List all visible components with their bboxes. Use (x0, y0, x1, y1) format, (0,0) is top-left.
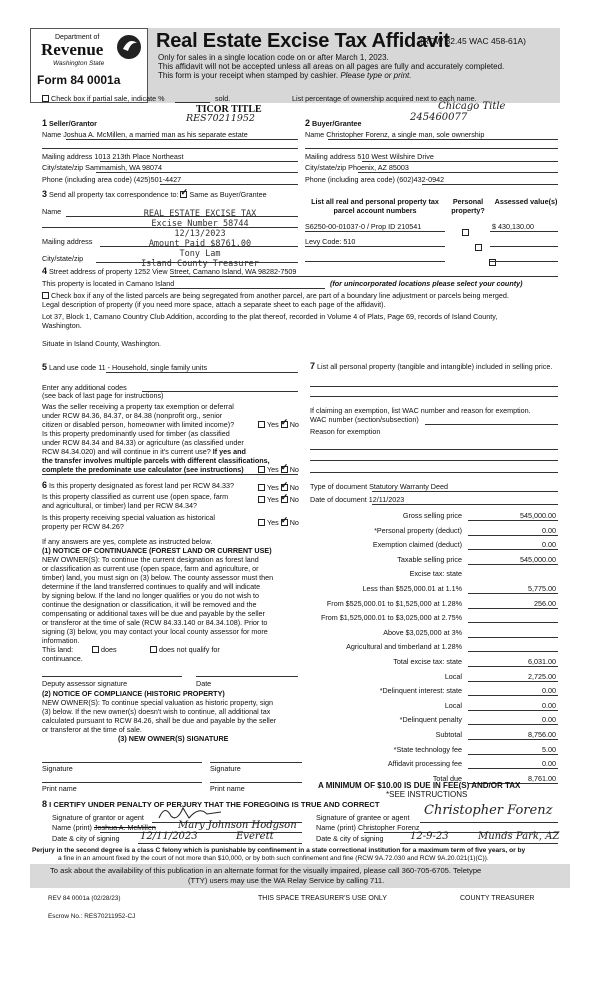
tax-row-label: Less than $525,000.01 at 1.1% (362, 584, 462, 593)
personal-checkbox-1[interactable] (462, 229, 469, 236)
seller-heading: Seller/Grantor (49, 119, 97, 128)
buyer-city: Phoenix, AZ 85003 (348, 163, 409, 172)
additional-codes-label2: (see back of last page for instructions) (42, 391, 164, 400)
tax-row-underline (468, 651, 558, 652)
tax-row-value: 545,000.00 (520, 511, 556, 520)
grantee-date-city-label: Date & city of signing (316, 834, 384, 843)
legal-line2: Washington. (42, 321, 82, 330)
yes-label: Yes (267, 518, 279, 527)
tax-row-value: 8,761.00 (528, 773, 556, 783)
q-current-use-no-checkbox[interactable] (281, 496, 288, 503)
dept-logo-box (30, 28, 148, 103)
seller-phone-label: Phone (including area code) (42, 175, 132, 184)
treasurer-receipt-stamp (110, 209, 290, 269)
doc-type-label: Type of document (310, 482, 368, 491)
form-number: Form 84 0001a (37, 73, 121, 87)
tax-row-underline (468, 637, 558, 638)
buyer-heading: Buyer/Grantee (312, 119, 362, 128)
situate-line: Situate in Island County, Washington. (42, 339, 162, 348)
exemption-label3: Reason for exemption (310, 427, 381, 436)
tax-row-underline (468, 564, 558, 565)
parcel-number: S6250-00-01037-0 / Prop ID 210541 (305, 222, 422, 231)
q-forest-yes-checkbox[interactable] (258, 484, 265, 491)
no-label: No (289, 518, 299, 527)
q-timber-no-checkbox[interactable] (281, 466, 288, 473)
sold-label: sold. (215, 94, 231, 103)
notice2-line: (3) below. If the new owner(s) doesn't wish to continue, all additional tax (42, 707, 271, 716)
wa-dor-logo-icon (115, 33, 143, 61)
sec4-street-label: Street address of property (49, 267, 133, 276)
q-forest-no-checkbox[interactable] (281, 484, 288, 491)
exemption-label2: WAC number (section/subsection) (310, 415, 419, 424)
notice2-line: NEW OWNER(S): To continue special valuation as historic property, sign (42, 698, 274, 707)
seller-mailing: 1013 213th Place Northeast (94, 152, 184, 161)
minimum-due-line1: A MINIMUM OF $10.00 IS DUE IN FEE(S) AND/OR TAX (318, 781, 521, 790)
seller-city-label: City/state/zip (42, 163, 84, 172)
seller-phone: (425)501-4427 (133, 175, 182, 184)
notice1-line: information. (42, 636, 80, 645)
grantee-name-label: Name (print) (316, 823, 356, 832)
sec7-label: List all personal property (tangible and intangible) included in selling price. (317, 362, 553, 371)
tax-row-label: *Delinquent penalty (399, 715, 462, 725)
grantor-city-handwritten: Everett (236, 831, 274, 842)
notice-line3: This form is your receipt when stamped by cashier. (158, 71, 339, 80)
county-treasurer-label: COUNTY TREASURER (460, 895, 535, 902)
legal-line1: Lot 37, Block 1, Camano Country Club Addition, according to the plat thereof, recorded in Volume 4 of Plats, Page 69, records of Island County, (42, 312, 498, 321)
tax-row-label: Taxable selling price (397, 554, 462, 564)
tax-row-underline (468, 622, 558, 623)
located-value: Camano Island (125, 279, 175, 288)
property-address: 1252 View Street, Camano Island, WA 98282-7509 (134, 267, 297, 276)
grantor-name-label: Name (print) (52, 823, 92, 832)
sec3-name-label: Name (42, 207, 62, 216)
form-statute: (RCW 82.45 WAC 458-61A) (420, 36, 526, 46)
tax-row-value: 6,031.00 (528, 657, 556, 666)
tax-row-underline (468, 710, 558, 711)
doc-date: 12/11/2023 (368, 495, 405, 504)
tax-row-value: 0.00 (542, 715, 556, 725)
notice-line2: This affidavit will not be accepted unless all areas on all pages are fully and accurately completed. (158, 62, 505, 71)
tax-row-value: 0.00 (542, 700, 556, 710)
q-historic-no-checkbox[interactable] (281, 519, 288, 526)
no-label: No (289, 495, 299, 504)
receipt-line5: Tony Lam (179, 249, 221, 259)
seller-name: Joshua A. McMillen, a married man as his separate estate (63, 130, 248, 139)
seller-city: Sammamish, WA 98074 (85, 163, 162, 172)
tax-row-label: Agricultural and timberland at 1.28% (346, 642, 462, 652)
owner-print-label-1: Print name (42, 784, 77, 793)
tax-row-value: 8,756.00 (528, 730, 556, 739)
notice1-line: NEW OWNER(S): To continue the current designation as forest land (42, 555, 259, 564)
q-timber-d: the transfer involves multiple parcels with different classifications, (42, 456, 270, 465)
receipt-line2: Excise Number 58744 (151, 219, 249, 229)
receipt-line6: Island County Treasurer (141, 259, 259, 269)
q-timber-c-bold: If yes and (212, 447, 246, 456)
grantee-signature-handwritten: Christopher Forenz (424, 803, 553, 818)
notice1-line: timber) land, you must sign on (3) below. The county assessor must then (42, 573, 274, 582)
land-use-label: Land use code (49, 363, 97, 372)
buyer-mailing: 510 West Wilshire Drive (357, 152, 434, 161)
q-current-use-b: and agricultural, or timber) land per RCW 84.34? (42, 501, 198, 510)
sec3-label: Send all property tax correspondence to: (49, 190, 179, 199)
notice1-line: or classification as current use (open space, farm and agriculture, or (42, 564, 259, 573)
yes-label: Yes (267, 465, 279, 474)
q-historic-b: property per RCW 84.26? (42, 522, 124, 531)
buyer-phone-label: Phone (including area code) (305, 175, 395, 184)
personal-header: Personal property? (451, 197, 485, 215)
alt-format-line2: (TTY) users may use the WA Relay Service by calling 711. (188, 876, 385, 885)
q-timber-yes-checkbox[interactable] (258, 466, 265, 473)
grantor-signature-label: Signature of grantor or agent (52, 813, 144, 822)
new-owner-signature-title: (3) NEW OWNER(S) SIGNATURE (118, 734, 229, 743)
grantor-name-struck: Joshua A. McMillen (93, 823, 156, 832)
grantor-name-handwritten: Mary Johnson Hodgson (178, 820, 297, 831)
q-historic-a: Is this property receiving special valuation as historical (42, 513, 215, 522)
no-label: No (289, 420, 299, 429)
q-timber-a: Is this property predominantly used for timber (as classified (42, 429, 230, 438)
tax-row-value: 0.00 (542, 686, 556, 696)
doc-type: Statutory Warranty Deed (369, 482, 448, 491)
perjury-line1: Perjury in the second degree is a class C felony which is punishable by confinement in a state correctional institution for a maximum term of five years, or by (32, 847, 526, 854)
tax-row-value: 0.00 (542, 540, 556, 550)
notice1-line: by signing below. If the land no longer qualifies or you do not wish to (42, 591, 259, 600)
q-exemption-b: under RCW 84.36, 84.37, or 84.38 (nonprofit org., senior (42, 411, 223, 420)
tax-row-underline (468, 608, 558, 609)
notice2-line: calculated pursuant to RCW 84.26, shall be due and payable by the seller (42, 716, 277, 725)
tax-row-label: Excise tax: state (409, 569, 462, 579)
tax-row-underline (468, 535, 558, 536)
ticor-stamp: TICOR TITLE (196, 104, 262, 115)
q-historic-yes-checkbox[interactable] (258, 519, 265, 526)
form-title: Real Estate Excise Tax Affidavit (156, 30, 450, 52)
grantor-date-handwritten: 12/11/2023 (140, 831, 198, 842)
does-label: does (101, 645, 117, 654)
legal-label: Legal description of property (if you need more space, attach a separate sheet to each page of the affidavit). (42, 300, 386, 309)
tax-row-value: 256.00 (534, 598, 556, 608)
personal-checkbox-2[interactable] (475, 244, 482, 251)
dept-line1: Department of (55, 34, 100, 41)
segregated-label: Check box if any of the listed parcels are being segregated from another parcel, are part of a boundary line adjustment or parcels being merged. (51, 291, 509, 300)
exemption-label1: If claiming an exemption, list WAC number and reason for exemption. (310, 406, 531, 415)
notice-line1: Only for sales in a single location code on or after March 1, 2023. (158, 53, 389, 62)
certify-title: I CERTIFY UNDER PENALTY OF PERJURY THAT THE FOREGOING IS TRUE AND CORRECT (49, 800, 380, 809)
tax-row-underline (468, 768, 558, 769)
tax-row-underline (468, 666, 558, 667)
additional-codes-label1: Enter any additional codes (42, 383, 127, 392)
notice1-line: continue the designation or classification, it will be removed and the (42, 600, 257, 609)
q-forest: Is this property designated as forest land per RCW 84.33? (49, 481, 234, 490)
notice2-title: (2) NOTICE OF COMPLIANCE (HISTORIC PROPERTY) (42, 689, 225, 698)
if-yes-note: If any answers are yes, complete as instructed below. (42, 537, 213, 546)
ticor-stamp-number: RES70211952 (186, 113, 255, 124)
grantee-city-handwritten: Munds Park, AZ (478, 831, 560, 842)
tax-row-label: *State technology fee (393, 744, 462, 754)
owner-signature-label-2: Signature (210, 764, 241, 773)
deputy-signature-label: Deputy assessor signature (42, 679, 128, 688)
tax-row-label: Total due (432, 773, 462, 783)
tax-row-label: Local (444, 700, 462, 710)
escrow-number: Escrow No.: RES70211952-CJ (48, 913, 136, 920)
notice1-line: or transferor at the time of sale (RCW 84.33.140 or 84.34.108). Prior to (42, 618, 268, 627)
tax-row-value: 545,000.00 (520, 554, 556, 564)
does-not-qualify-checkbox[interactable] (150, 646, 157, 653)
tax-row-value: 0.00 (542, 759, 556, 769)
buyer-name-label: Name (305, 130, 325, 139)
tax-row-label: Above $3,025,000 at 3% (383, 627, 462, 637)
treasurer-use-only: THIS SPACE TREASURER'S USE ONLY (258, 895, 387, 902)
assessed-header: Assessed value(s) (494, 197, 558, 206)
continuance-label: continuance. (42, 654, 83, 663)
grantee-signature-label: Signature of grantee or agent (316, 813, 410, 822)
q-exemption-c: citizen or disabled person, homeowner with limited income)? (42, 420, 235, 429)
owner-signature-label-1: Signature (42, 764, 73, 773)
buyer-city-label: City/state/zip (305, 163, 347, 172)
same-as-buyer-label: Same as Buyer/Grantee (189, 190, 267, 199)
tax-row-underline (468, 681, 558, 682)
notice1-title: (1) NOTICE OF CONTINUANCE (FOREST LAND OR CURRENT USE) (42, 546, 272, 555)
seller-name-label: Name (42, 130, 62, 139)
this-land-label: This land: (42, 645, 74, 654)
receipt-line4: Amount Paid $8761.00 (148, 239, 252, 249)
partial-sale-checkbox[interactable] (42, 95, 49, 102)
parcel-header: List all real and personal property tax parcel account numbers (311, 197, 439, 215)
grantor-date-city-label: Date & city of signing (52, 834, 120, 843)
yes-label: Yes (267, 495, 279, 504)
receipt-line3: 12/13/2023 (174, 229, 226, 239)
tax-row-label: Subtotal (435, 730, 462, 739)
grantor-signature-scribble (155, 802, 225, 822)
tax-row-label: *Delinquent interest: state (379, 686, 462, 696)
buyer-handwritten-2: 245460077 (410, 112, 468, 123)
dept-line2: Revenue (41, 40, 104, 59)
segregated-checkbox[interactable] (42, 292, 49, 299)
q-current-use-yes-checkbox[interactable] (258, 496, 265, 503)
no-label: No (289, 483, 299, 492)
notice1-line: signing (3) below, you may contact your local county assessor for more (42, 627, 268, 636)
tax-row-value: 5,775.00 (528, 584, 556, 593)
notice-line3b: Please type or print. (340, 71, 412, 80)
minimum-due-line2: *SEE INSTRUCTIONS (386, 790, 468, 799)
q-exemption-yes-checkbox[interactable] (258, 421, 265, 428)
buyer-phone: (602)432-0942 (396, 175, 445, 184)
q-current-use-a: Is this property classified as current use (open space, farm (42, 492, 229, 501)
sec3-mailing-label: Mailing address (42, 237, 93, 246)
dept-line3: Washington State (53, 60, 105, 67)
tax-row-label: Local (444, 671, 462, 681)
revision-number: REV 84 0001a (02/28/23) (48, 895, 121, 902)
partial-sale-label: Check box if partial sale, indicate % (51, 94, 165, 103)
buyer-handwritten-1: Chicago Title (438, 101, 506, 112)
notice1-line: determine if the land transferred continues to qualify and will indicate (42, 582, 261, 591)
tax-row-value: 0.00 (542, 525, 556, 535)
grantee-date-handwritten: 12-9-23 (410, 831, 449, 842)
tax-row-label: Total excise tax: state (393, 657, 462, 666)
tax-row-underline (468, 754, 558, 755)
does-not-label: does not qualify for (159, 645, 220, 654)
q-exemption-a: Was the seller receiving a property tax exemption or deferral (42, 402, 234, 411)
land-use-code: 11 - Household, single family units (98, 363, 208, 372)
receipt-line1: REAL ESTATE EXCISE TAX (143, 209, 257, 219)
doc-date-label: Date of document (310, 495, 367, 504)
notice1-line: compensating or additional taxes will be due and payable by the seller (42, 609, 265, 618)
located-label: This property is located in (42, 279, 124, 288)
yes-label: Yes (267, 420, 279, 429)
unincorporated-note: (for unincorporated locations please select your county) (330, 279, 523, 288)
tax-row-label: Gross selling price (402, 511, 462, 520)
tax-row-label: From $525,000.01 to $1,525,000 at 1.28% (326, 598, 462, 608)
tax-row-underline (468, 724, 558, 725)
tax-row-label: From $1,525,000.01 to $3,025,000 at 2.75% (320, 613, 462, 623)
tax-row-underline (468, 593, 558, 594)
tax-row-underline (468, 549, 558, 550)
levy-code: Levy Code: 510 (305, 237, 356, 246)
tax-row-value: 2,725.00 (528, 671, 556, 681)
sec3-city-label: City/state/zip (42, 254, 84, 263)
deputy-date-label: Date (196, 679, 212, 688)
q-exemption-no-checkbox[interactable] (281, 421, 288, 428)
buyer-mailing-label: Mailing address (305, 152, 356, 161)
tax-row-label: *Personal property (deduct) (374, 525, 462, 535)
tax-row-underline (468, 739, 558, 740)
yes-label: Yes (267, 483, 279, 492)
perjury-line2: a fine in an amount fixed by the court of not more than $10,000, or by both such confinement and fine (RCW 9A.72.030 and RCW 9A.20.021(1)(C)). (58, 855, 489, 862)
tax-row-label: Affidavit processing fee (387, 759, 462, 769)
q-timber-c: RCW 84.34.020) and will continue in it's current use? (42, 447, 211, 456)
notice2-line: or transferor at the time of sale. (42, 725, 142, 734)
tax-row-value: 5.00 (542, 744, 556, 754)
affidavit-page: Department of Revenue Washington State Form 84 0001a Real Estate Excise Tax Affidavit (RCW 82.45 WAC 458-61A) Only for sales in a single location code on or after March 1, 2023. This affidavit will not be accepted unless all areas on all pages are fully and accurately completed. This form is your receipt when stamped by cashier. Please type or print. Check box if partial sale, indicate % sold. List percentage of ownership acquired next to each name. TICOR TITLE RES70211952 Chicago Title 245460077 1 Seller/Grantor Name Joshua A. McMillen, a married man as his separate estate Mailing address 1013 213th Place Northeast City/state/zip Sammamish, WA 98074 Phone (including area code) (425)501-4427 2 Buyer/Grantee Name Christopher Forenz, a single man, sole ownership Mailing address 510 West Wilshire Drive City/state/zip Phoenix, AZ 85003 Phone (including area code) (602)432-0942 3 Send all property tax correspondence to: ✓ Same as Buyer/Grantee Name Mailing address City/state/zip REAL ESTATE EXCISE TAX Excise Number 58744 12/13/2023 Amount Paid $8761.00 Tony Lam Island County Treasurer List all real and personal property tax parcel account numbers Personal property? Assessed value(s) S6250-00-01037-0 / Prop ID 210541 $ 430,130.00 Levy Code: 510 4 Street address of property 1252 View Street, Camano Island, WA 98282-7509 This property is located in Camano Island (for unincorporated locations please select your county) Check box if any of the listed parcels are being segregated from another parcel, are part of a boundary line adjustment or parcels being merged. Legal description of property (if you need more space, attach a separate sheet to each page of the affidavit). Lot 37, Block 1, Camano Country Club Addition, according to the plat thereof, recorded in Volume 4 of Plats, Page 69, records of Island County, Washington. Situate in Island County, Washington. 5 Land use code 11 - Household, single family units Enter any additional codes (see back of last page for instructions) Was the seller receiving a property tax exemption or deferral under RCW 84.36, 84.37, or 84.38 (nonprofit org., senior citizen or disabled person, homeowner with limited income)? Yes ✓ No Is this property predominantly used for timber (as classified under RCW 84.34 and 84.33) or agriculture (as classified under RCW 84.34.020) and will continue in it's current use? If yes and the transfer involves multiple parcels with different classifications, complete the predominate use calculator (see instructions) Yes ✓ No 6 Is this property designated as forest land per RCW 84.33? Yes ✓ No Is this property classified as current use (open space, farm and agricultural, or timber) land per RCW 84.34? Yes ✓ No Is this property receiving special valuation as historical property per RCW 84.26? Yes ✓ No If any answers are yes, complete as instructed below. (1) NOTICE OF CONTINUANCE (FOREST LAND OR CURRENT USE) NEW OWNER(S): To continue the current designation as forest land or classification as current use (open space, farm and agriculture, or timber) land, you must sign on (3) below. The county assessor must then determine if the land transferred continues to qualify and will indicate by signing below. If the land no longer qualifies or you do not wish to continue the designation or classification, it will be removed and the compensating or additional taxes will be due and payable by the seller or transferor at the time of sale (RCW 84.33.140 or 84.34.108). Prior to signing (3) below, you may contact your local county assessor for more information. This land: does does not qualify for continuance. Deputy assessor signature Date (2) NOTICE OF COMPLIANCE (HISTORIC PROPERTY) NEW OWNER(S): To continue special valuation as historic property, sign (3) below. If the new owner(s) doesn't wish to continue, all additional tax calculated pursuant to RCW 84.26, shall be due and payable by the seller or transferor at the time of sale. (3) NEW OWNER(S) SIGNATURE Signature Signature Print name Print name 7 List all personal property (tangible and intangible) included in selling price. If claiming an exemption, list WAC number and reason for exemption. WAC number (section/subsection) Reason for exemption Type of document Statutory Warranty Deed Date of document 12/11/2023 Gross selling price 545,000.00 *Personal property (deduct) 0.00 Exemption claimed (deduct) 0.00 Taxable selling price 545,000.00 Excise tax: state Less than $525,000.01 at 1.1% 5,775.00 From $525,000.01 to $1,525,000 at 1.28% 256.00 From $1,525,000.01 to $3,025,000 at 2.75% Above $3,025,000 at 3% Agricultural and timberland at 1.28% Total excise tax: state 6,031.00 Local 2,725.00 *Delinquent interest: state 0.00 Local 0.00 *Delinquent penalty 0.00 Subtotal 8,756.00 *State technology fee 5.00 Affidavit processing fee 0.00 Total due 8,761.00 A MINIMUM OF $10.00 IS DUE IN FEE(S) AND/OR TAX *SEE INSTRUCTIONS 8 I CERTIFY UNDER PENALTY OF PERJURY THAT THE FOREGOING IS TRUE AND CORRECT Signature of grantor or agent Name (print) Joshua A. McMillen Mary Johnson Hodgson Date & city of signing 12/11/2023 Everett Signature of grantee or agent Christopher Forenz Name (print) Christopher Forenz Date & city of signing 12-9-23 Munds Park, AZ Perjury in the second degree is a class C felony which is punishable by confinement in a state correctional institution for a maximum term of five years, or by a fine in an amount fixed by the court of not more than $10,000, or by both such confinement and fine (RCW 9A.72.030 and RCW 9A.20.021(1)(C)). To ask about the availability of this publication in an alternate format for the visually impaired, please call 360-705-6705. Teletype (TTY) users may use the WA Relay Service by calling 711. REV 84 0001a (02/28/23) THIS SPACE TREASURER'S USE ONLY COUNTY TREASURER Escrow No.: RES70211952-CJ (0, 0, 600, 988)
assessed-value: $ 430,130.00 (492, 222, 534, 231)
seller-mailing-label: Mailing address (42, 152, 93, 161)
tax-row-label: Exemption claimed (deduct) (372, 540, 462, 550)
q-timber-b: under RCW 84.34 and 84.33) or agriculture (as classified under (42, 438, 244, 447)
alt-format-line1: To ask about the availability of this publication in an alternate format for the visually impaired, please call 360-705-6705. Teletype (50, 866, 482, 875)
no-label: No (289, 465, 299, 474)
grantee-name: Christopher Forenz (357, 823, 420, 832)
tax-row-underline (468, 695, 558, 696)
buyer-name: Christopher Forenz, a single man, sole ownership (326, 130, 485, 139)
q-timber-e: complete the predominate use calculator (see instructions) (42, 465, 244, 474)
ownership-label: List percentage of ownership acquired next to each name. (292, 94, 477, 103)
owner-print-label-2: Print name (210, 784, 245, 793)
tax-row-underline (468, 520, 558, 521)
same-as-buyer-checkbox[interactable] (180, 191, 187, 198)
does-qualify-checkbox[interactable] (92, 646, 99, 653)
